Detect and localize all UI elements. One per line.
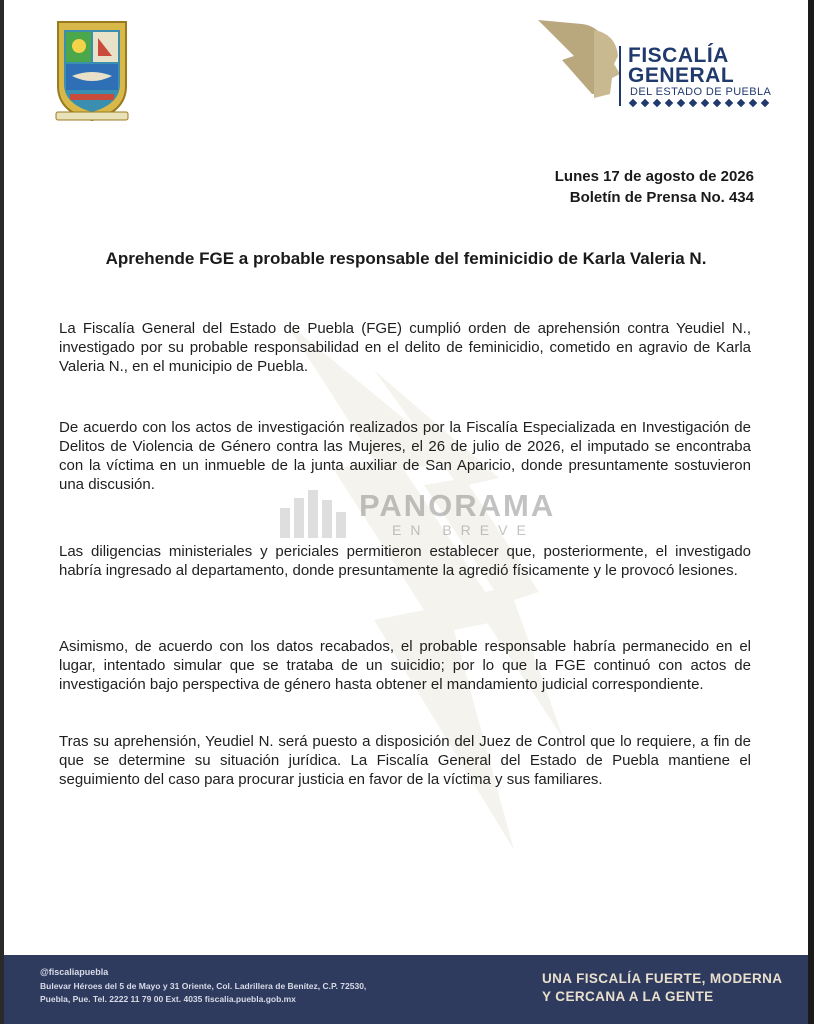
paragraph-1: La Fiscalía General del Estado de Puebla (FGE) cumplió orden de aprehensión contra Yeudiel N., investigado por su probable responsabilidad en el delito de feminicidio, cometido en agravio de Karla Valeria N., en el municipio de Puebla.	[59, 320, 751, 375]
state-coat-of-arms-icon	[52, 16, 132, 122]
org-name-line2: GENERAL	[628, 64, 735, 87]
footer-slogan-line1: UNA FISCALÍA FUERTE, MODERNA	[542, 971, 783, 986]
release-date: Lunes 17 de agosto de 2026	[554, 168, 754, 185]
watermark-subtitle: EN BREVE	[392, 522, 535, 538]
footer-address-line2: Puebla, Pue. Tel. 2222 11 79 00 Ext. 4035 fiscalia.puebla.gob.mx	[40, 994, 296, 1004]
org-name-line1: FISCALÍA	[628, 44, 729, 67]
org-name-line3: DEL ESTADO DE PUEBLA	[630, 86, 772, 98]
paragraph-2: De acuerdo con los actos de investigación realizados por la Fiscalía Especializada en Investigación de Delitos de Violencia de Género contra las Mujeres, el 26 de julio de 2026, el imputado se encontraba con la víctima en un inmueble de la junta auxiliar de San Aparicio, donde presuntamente sostuvieron una discusión.	[59, 419, 751, 493]
footer-address-line1: Bulevar Héroes del 5 de Mayo y 31 Oriente, Col. Ladrillera de Benítez, C.P. 72530,	[40, 981, 367, 991]
bulletin-number: Boletín de Prensa No. 434	[569, 189, 754, 206]
press-release-page	[4, 0, 808, 1024]
paragraph-3: Las diligencias ministeriales y periciales permitieron establecer que, posteriormente, el investigado habría ingresado al departamento, donde presuntamente la agredió físicamente y le provocó lesiones.	[59, 543, 751, 579]
social-handle: @fiscaliapuebla	[40, 967, 109, 977]
footer-bar	[4, 955, 808, 1024]
headline: Aprehende FGE a probable responsable del feminicidio de Karla Valeria N.	[105, 249, 707, 268]
watermark-title: PANORAMA	[359, 488, 556, 523]
footer-slogan-line2: Y CERCANA A LA GENTE	[542, 989, 714, 1004]
paragraph-5: Tras su aprehensión, Yeudiel N. será puesto a disposición del Juez de Control que lo requiere, a fin de que se determine su situación jurídica. La Fiscalía General del Estado de Puebla mantiene el seguimiento del caso para procurar justicia en favor de la víctima y sus familiares.	[59, 733, 751, 788]
paragraph-4: Asimismo, de acuerdo con los datos recabados, el probable responsable habría permanecido en el lugar, intentado simular que se trataba de un suicidio; por lo que la FGE continuó con actos de investigación bajo perspectiva de género hasta obtener el mandamiento judicial correspondiente.	[59, 638, 751, 693]
photo-edge-right	[808, 0, 814, 1024]
